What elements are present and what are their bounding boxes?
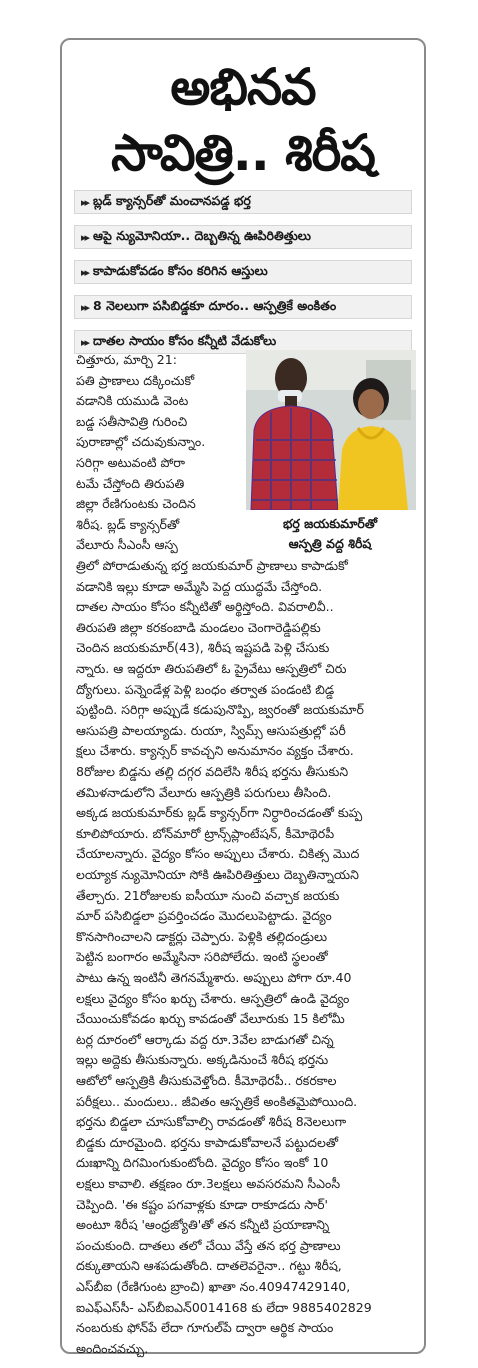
article-line: భర్తను బిడ్డలా చూసుకోవాల్సి రావడంతో శిరీష 8నెలలుగా: [76, 1114, 347, 1130]
article-line: బిడ్డకు దూరమైంది. భర్తను కాపాడుకోవాలనే పట్టుదలతో: [76, 1134, 339, 1150]
couple-photo: [246, 350, 416, 510]
highlight-text: దాతల సాయం కోసం కన్నీటి వేడుకోలు: [93, 332, 277, 348]
chevron-double-icon: ▸▸: [81, 230, 89, 244]
article-line: జిల్లా రేణిగుంటకు చెందిన: [76, 496, 196, 512]
article-line: లక్షలు వైద్యం కోసం ఖర్చు చేశారు. ఆస్పత్రిలో ఉండి వైద్యం: [76, 990, 350, 1006]
highlight-item: [74, 260, 412, 284]
article-line: కొనసాగించాలని డాక్టర్లు చెప్పారు. పెళ్లికి తల్లిదండ్రులు: [76, 928, 328, 944]
photo-caption-line-1: భర్త జయకుమార్‌తో: [282, 516, 378, 531]
article-line: అందించవచ్చు.: [76, 1340, 149, 1356]
news-clipping: [60, 38, 426, 1354]
highlights-list: [74, 190, 412, 365]
chevron-double-icon: ▸▸: [81, 195, 89, 209]
article-line: దక్కుతాయని ఆశపడుతోంది. దాతలెవరైనా.. గట్టు శిరీష,: [76, 1258, 342, 1274]
chevron-double-icon: ▸▸: [81, 265, 89, 279]
article-line: తమిళనాడులోని వేలూరు ఆస్పత్రికి పరుగులు తీసింది.: [76, 784, 332, 800]
article-line: పెట్టిన బంగారం అమ్మేసినా సరిపోలేదు. ఇంటి స్థలంతో: [76, 949, 328, 965]
article-line: సరిగ్గా అటువంటి పోరా: [76, 455, 185, 470]
article-line: లక్షలు కావాలి. తక్షణం రూ.3లక్షలు అవసరమని సీఎంసీ: [76, 1176, 341, 1191]
article-line: ఆసుపత్రి పాలయ్యాడు. రుయా, స్విమ్స్ ఆసుపత్రుల్లో పరీ: [76, 722, 346, 738]
highlight-text: 8 నెలలుగా పసిబిడ్డకూ దూరం.. ఆస్పత్రికే అంకితం: [93, 297, 337, 313]
article-line: దుఃఖాన్ని దిగమింగుకుంటోంది. వైద్యం కోసం ఇంకో 10: [76, 1155, 329, 1171]
photo-caption: [244, 514, 416, 554]
chevron-double-icon: ▸▸: [81, 300, 89, 314]
article-line: కూలిపోయారు. బోన్‌మారో ట్రాన్స్‌ప్లాంటేషన్, కీమోథెరపీ: [76, 825, 335, 841]
article-line: మార్ పసిబిడ్డలా ప్రవర్తించడం మొదలుపెట్టాడు. వైద్యం: [76, 908, 332, 924]
article-line: అక్కడ జయకుమార్‌కు బ్లడ్ క్యాన్సర్‌గా నిర్ధారించడంతో కుప్ప: [76, 805, 363, 821]
article-line: ఆటోలో ఆస్పత్రికి తీసుకువెళ్తోంది. కీమోథెరపీ.. రకరకాల: [76, 1073, 337, 1088]
article-line: పాటు ఉన్న ఇంటినీ తెగనమ్మేశారు. అప్పులు పోగా రూ.40: [76, 970, 352, 985]
article-line: 8రోజుల బిడ్డను తల్లి దగ్గర వదిలేసి శిరీష భర్తను తీసుకుని: [76, 764, 349, 779]
highlight-text: కాపాడుకోవడం కోసం కరిగిన ఆస్తులు: [93, 262, 268, 278]
article-line: అంటూ శిరీష 'ఆంధ్రజ్యోతి'తో తన కన్నీటి ప్రయాణాన్ని: [76, 1217, 330, 1233]
headline-line-1: అభినవ: [170, 58, 316, 116]
article-line: టమే చేస్తోంది తిరుపతి: [76, 475, 185, 491]
highlight-text: బ్లడ్ క్యాన్సర్‌తో మంచానపడ్డ భర్త: [93, 192, 251, 208]
article-line: లయ్యాక న్యుమోనియా సోకి ఊపిరితిత్తులు దెబ్బతిన్నాయని: [76, 867, 359, 882]
highlight-text: ఆపై న్యుమోనియా.. దెబ్బతిన్న ఊపిరితిత్తులు: [93, 227, 311, 243]
article-line: చెందిన జయకుమార్(43), శిరీష ఇష్టపడి పెళ్లి చేసుకు: [76, 640, 330, 656]
article-line: పురాణాల్లో చదువుకున్నాం.: [76, 434, 206, 450]
article-line: పంచుకుంది. దాతలు తలో చేయి వేస్తే తన భర్త ప్రాణాలు: [76, 1237, 341, 1253]
article-line: నంబరుకు ఫోన్‌పే లేదా గూగుల్‌పే ద్వారా ఆర్థిక సాయం: [76, 1320, 334, 1336]
article-line: చేయాలన్నారు. వైద్యం కోసం అప్పులు చేశారు. చికిత్స మొద: [76, 846, 360, 862]
article-line: ఐఎఫ్ఎస్‌సీ- ఎస్‌బీఐఎన్0014168 కు లేదా 9885402829: [76, 1299, 372, 1315]
headline-line-2: సావిత్రి.. శిరీష: [111, 124, 375, 182]
article-line: చెప్పింది. 'ఈ కష్టం పగవాళ్లకు కూడా రాకూడదు సార్': [76, 1196, 328, 1212]
article-line: బడ్డ సతీసావిత్రి గురించి: [76, 413, 188, 429]
article-line: న్నారు. ఆ ఇద్దరూ తిరుపతిలో ఓ ప్రైవేటు ఆస్పత్రిలో చిరు: [76, 661, 347, 676]
highlight-item: [74, 190, 412, 214]
article-line: త్రిలో పోరాడుతున్న భర్త జయకుమార్ ప్రాణాలు కాపాడుకో: [76, 558, 348, 573]
article-line: చేయించుకోవడం ఖర్చు కావడంతో వేలూరుకు 15 కిలోమీ: [76, 1011, 345, 1027]
article-line: ఎస్‌బీఐ (రేణిగుంట బ్రాంచి) ఖాతా నం.40947429140,: [76, 1279, 351, 1294]
photo-caption-line-2: ఆస్పత్రి వద్ద శిరీష: [288, 536, 372, 551]
article-line: వడానికి ఇల్లు కూడా అమ్మేసి పెద్ద యుద్ధమే చేస్తోంది.: [76, 578, 323, 594]
chevron-double-icon: ▸▸: [81, 335, 89, 349]
article-line: తిరుపతి జిల్లా కరకంబాడి మండలం చెంగారెడ్డిపల్లికు: [76, 619, 321, 635]
article-line: వేలూరు సీఎంసీ ఆస్ప: [76, 537, 178, 553]
article-line: శిరీష. బ్లడ్ క్యాన్సర్‌తో: [76, 516, 180, 532]
article-line: క్షలు చేశారు. క్యాన్సర్ కావచ్చని అనుమానం వ్యక్తం చేశారు.: [76, 743, 354, 759]
article-line: తేల్చారు. 21రోజులకు ఐసీయూ నుంచి వచ్చాక జయకు: [76, 887, 340, 903]
article-line: ద్యోగులు. పన్నెండేళ్ల పెళ్లి బంధం తర్వాత పండంటి బిడ్డ: [76, 681, 335, 697]
article-line: టర్ల దూరంలో ఆర్కాడు వద్ద రూ.3వేల బాడుగతో చిన్న: [76, 1031, 334, 1047]
couple-photo-illustration: [246, 350, 416, 510]
article-line: దాతల సాయం కోసం కన్నీటితో అర్థిస్తోంది. వివరాలివీ..: [76, 599, 334, 615]
highlight-item: [74, 295, 412, 319]
article-line: పరీక్షలు.. మందులు.. జీవితం ఆస్పత్రికే అంకితమైపోయింది.: [76, 1093, 358, 1109]
article-line: చిత్తూరు, మార్చి 21:: [76, 352, 177, 367]
highlight-item: [74, 225, 412, 249]
article-line: పుట్టింది. సరిగ్గా అప్పుడే కడుపునొప్పి, జ్వరంతో జయకుమార్: [76, 702, 364, 718]
article-line: వడానికి యముడి వెంట: [76, 393, 189, 409]
article-line: పతి ప్రాణాలు దక్కించుకో: [76, 372, 195, 388]
article-line: ఇల్లు అద్దెకు తీసుకున్నారు. అక్కడినుంచే శిరీష భర్తను: [76, 1052, 329, 1068]
